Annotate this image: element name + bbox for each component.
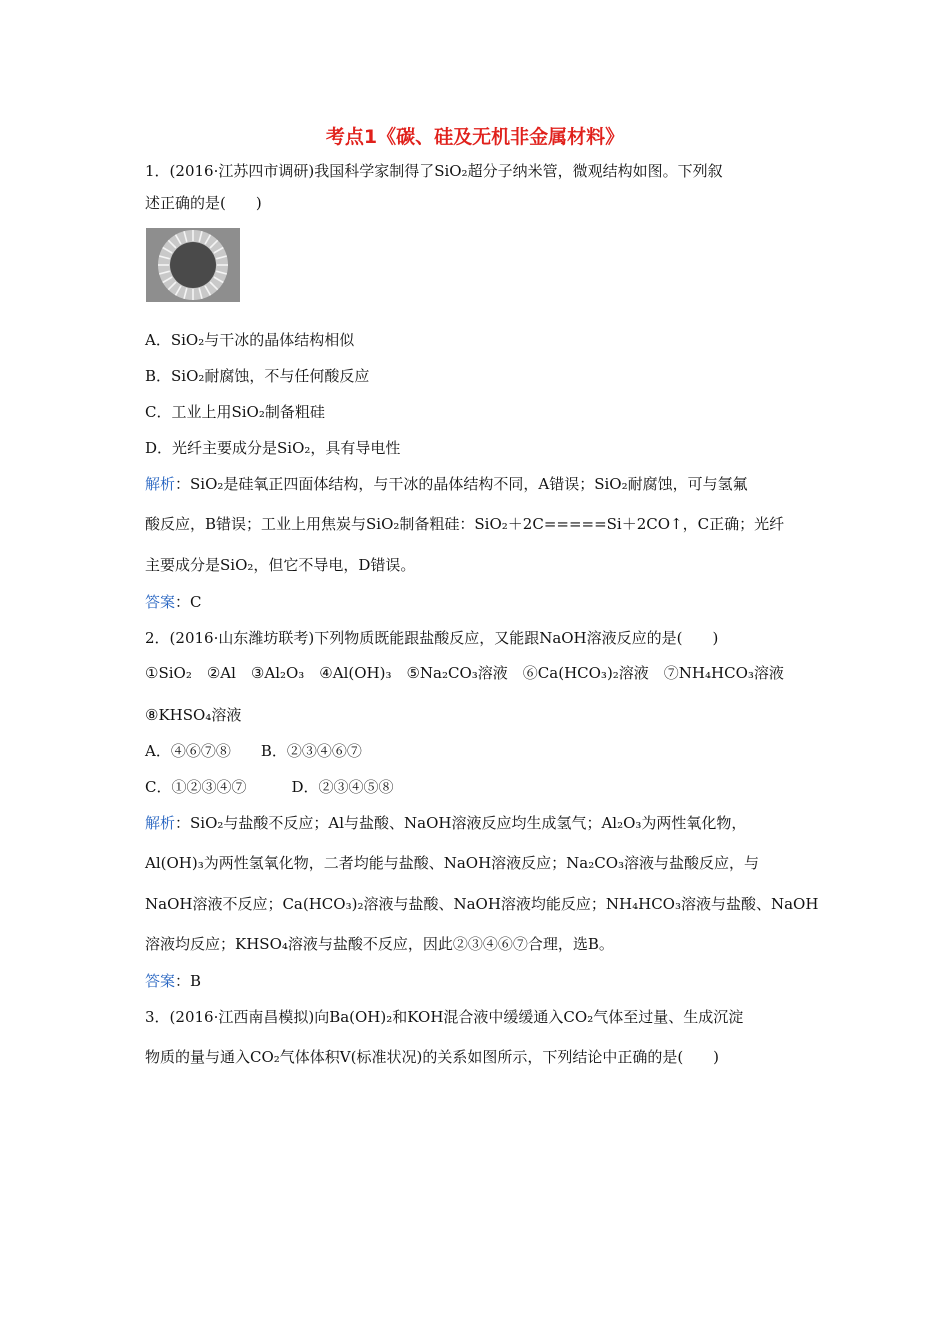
- q2-stem-line1: 2．(2016·山东潍坊联考)下列物质既能跟盐酸反应，又能跟NaOH溶液反应的是( ): [145, 629, 719, 647]
- q2-stem-line2: ①SiO₂ ②Al ③Al₂O₃ ④Al(OH)₃ ⑤Na₂CO₃溶液 ⑥Ca(HCO₃)₂溶液 ⑦NH₄HCO₃溶液: [145, 664, 784, 682]
- q3-stem-line2: 物质的量与通入CO₂气体体积V(标准状况)的关系如图所示，下列结论中正确的是( ): [145, 1048, 720, 1066]
- q2-analysis-line1: [145, 813, 746, 833]
- q1-analysis-label: 解析: [145, 475, 176, 493]
- page-title: 考点1《碳、硅及无机非金属材料》: [325, 126, 625, 148]
- q2-analysis-line4: 溶液均反应；KHSO₄溶液与盐酸不反应，因此②③④⑥⑦合理，选B。: [145, 935, 614, 953]
- nanotube-image: [146, 228, 240, 302]
- q3-stem-line1: 3．(2016·江西南昌模拟)向Ba(OH)₂和KOH混合液中缓缓通入CO₂气体至过量、生成沉淀: [145, 1008, 744, 1026]
- q2-answer-line: [145, 971, 201, 991]
- q2-answer: ：B: [175, 972, 202, 990]
- q2-analysis-line2: Al(OH)₃为两性氢氧化物，二者均能与盐酸、NaOH溶液反应；Na₂CO₃溶液与盐酸反应，与: [145, 854, 760, 872]
- inner-core: [170, 242, 216, 288]
- q2-analysis-text1: ：SiO₂与盐酸不反应；Al与盐酸、NaOH溶液反应均生成氢气；Al₂O₃为两性氧化物，: [175, 814, 747, 832]
- q1-option-d: D．光纤主要成分是SiO₂，具有导电性: [145, 439, 401, 457]
- nanotube-figure-svg: [146, 228, 240, 302]
- q1-analysis-text1: ：SiO₂是硅氧正四面体结构，与干冰的晶体结构不同，A错误；SiO₂耐腐蚀，可与氢氟: [175, 475, 748, 493]
- q2-stem-line3: ⑧KHSO₄溶液: [145, 706, 242, 724]
- q1-answer: ：C: [175, 593, 202, 611]
- q1-answer-line: [145, 592, 202, 612]
- q1-option-b: B．SiO₂耐腐蚀，不与任何酸反应: [145, 367, 370, 385]
- q2-analysis-label: 解析: [145, 814, 176, 832]
- q1-option-c: C．工业上用SiO₂制备粗硅: [145, 403, 325, 421]
- q1-analysis-line3: 主要成分是SiO₂，但它不导电，D错误。: [145, 556, 416, 574]
- q2-answer-label: 答案: [145, 972, 176, 990]
- q1-stem-line1: 1．(2016·江苏四市调研)我国科学家制得了SiO₂超分子纳米管，微观结构如图。下列叙: [145, 162, 723, 180]
- q1-stem-line2: 述正确的是( ): [145, 194, 262, 212]
- q1-analysis-line2: 酸反应，B错误；工业上用焦炭与SiO₂制备粗硅：SiO₂＋2C=====Si＋2CO↑，C正确；光纤: [145, 515, 785, 533]
- q1-option-a: A．SiO₂与干冰的晶体结构相似: [145, 331, 355, 349]
- q2-analysis-line3: NaOH溶液不反应；Ca(HCO₃)₂溶液与盐酸、NaOH溶液均能反应；NH₄HCO₃溶液与盐酸、NaOH: [145, 895, 819, 913]
- q1-answer-label: 答案: [145, 593, 176, 611]
- q2-options-ab: A．④⑥⑦⑧ B．②③④⑥⑦: [145, 742, 362, 760]
- q2-options-cd: C．①②③④⑦ D．②③④⑤⑧: [145, 778, 394, 796]
- q1-analysis-line1: [145, 474, 748, 494]
